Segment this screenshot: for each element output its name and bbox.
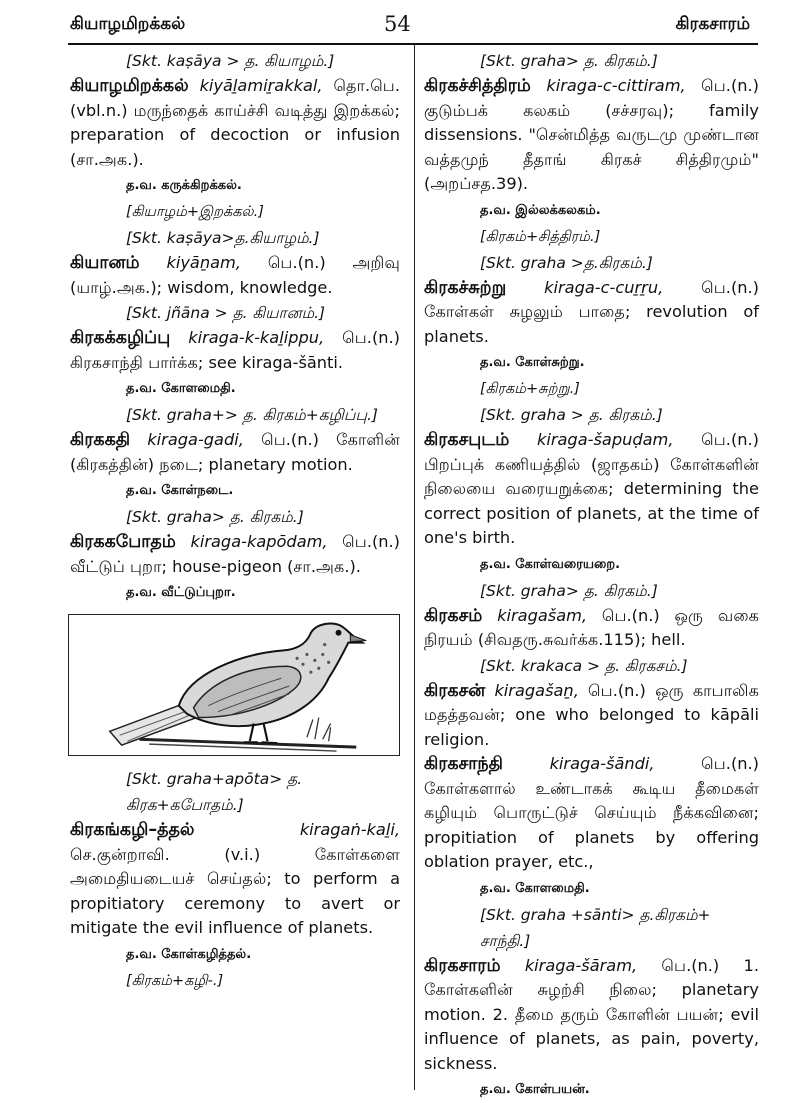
dictionary-entry xyxy=(70,251,400,300)
entry-headword: கிரகக்கழிப்பு xyxy=(70,328,171,348)
tamil-equivalent: த.வ. கோள்நடை. xyxy=(126,483,234,498)
entry-transliteration: kiragašam, xyxy=(497,605,588,625)
entry-definition: பெ.(n.) கிரகசாந்தி பார்க்க; see kiraga-šānti. xyxy=(70,328,400,372)
entry-transliteration: kiragašaṉ, xyxy=(494,680,579,700)
entry-definition: பெ.(n.) ஒரு காபாலிக மதத்தவன்; one who belonged to kāpāli religion. xyxy=(424,680,759,749)
sanskrit-etymology: [Skt. graha> த. கிரகம்.] xyxy=(480,581,658,600)
pigeon-illustration-icon xyxy=(69,615,399,755)
dictionary-entry xyxy=(424,428,759,551)
entry-headword: கியாழமிறக்கல் xyxy=(70,76,189,96)
entry-definition: செ.குன்றாவி. (v.i.) கோள்களை அமைதியடையச் செய்தல்; to perform a propitiatory ceremony to avert or mitigate the evil influence of planets. xyxy=(70,844,400,937)
column-divider xyxy=(414,45,415,1090)
header-guide-word-left: கியாழமிறக்கல் xyxy=(70,14,186,34)
entry-definition: தொ.பெ. (vbl.n.) மருந்தைக் காய்ச்சி வடித்து இறக்கல்; preparation of decoction or infusion (சா.அக.). xyxy=(70,76,400,169)
tamil-equivalent: த.வ. கோளமைதி. xyxy=(126,381,236,396)
dictionary-entry xyxy=(70,428,400,477)
sanskrit-etymology: [Skt. graha > த. கிரகம்.] xyxy=(480,406,663,424)
dictionary-entry xyxy=(70,74,400,172)
entry-headword: கிரகசாந்தி xyxy=(424,754,503,774)
sanskrit-etymology: [Skt. graha >த.கிரகம்.] xyxy=(480,253,653,272)
entry-definition: பெ.(n.) அறிவு (யாழ்.அக.); wisdom, knowledge. xyxy=(70,253,400,297)
tamil-equivalent: த.வ. கோளமைதி. xyxy=(480,880,590,896)
tamil-equivalent: த.வ. வீட்டுப்புறா. xyxy=(126,585,236,600)
entry-definition: பெ.(n.) 1. கோள்களின் சுழற்சி நிலை; planetary motion. 2. தீமை தரும் கோளின் பயன்; evil influence of planets, as pain, poverty, sickness. xyxy=(424,955,759,1073)
sanskrit-etymology: [Skt. jñāna > த. கியானம்.] xyxy=(126,304,326,322)
entry-transliteration: kiragaṅ-kaḻi, xyxy=(299,820,400,839)
tamil-equivalent: த.வ. கோள்வரையறை. xyxy=(480,556,621,572)
etymology-note: [கிரகம்+கழி-.] xyxy=(126,972,224,989)
sanskrit-etymology: [Skt. kaṣāya > த. கியாழம்.] xyxy=(126,52,335,70)
entry-headword: கியானம் xyxy=(70,253,140,273)
page-number: 54 xyxy=(384,12,411,36)
tamil-equivalent: த.வ. கோள்பயன். xyxy=(480,1082,590,1097)
dictionary-entry xyxy=(424,604,759,653)
sanskrit-etymology: [Skt. graha> த. கிரகம்.] xyxy=(480,52,658,70)
etymology-note: [கிரகம்+சுற்று.] xyxy=(480,381,580,397)
entry-headword: கிரகசம் xyxy=(424,605,483,626)
entry-headword: கிரகசன் xyxy=(424,680,486,701)
tamil-equivalent: த.வ. கோள்சுற்று. xyxy=(480,355,585,370)
left-column xyxy=(70,48,400,994)
entry-transliteration: kiraga-kapōdam, xyxy=(190,532,328,551)
etymology-note: [கிரகம்+சித்திரம்.] xyxy=(480,228,601,245)
entry-transliteration: kiyāṉam, xyxy=(166,253,241,272)
right-column xyxy=(424,48,759,1103)
entry-definition: பெ.(n.) ஒரு வகை நிரயம் (சிவதரு.சுவர்க்க.115); hell. xyxy=(424,605,759,649)
entry-headword: கிரகச்சுற்று xyxy=(424,277,507,298)
tamil-equivalent: த.வ. கோள்கழித்தல். xyxy=(126,946,252,962)
entry-transliteration: kiraga-gadi, xyxy=(147,430,244,449)
entry-definition: பெ.(n.) பிறப்புக் கணியத்தில் (ஜாதகம்) கோள்களின் நிலையை வரையறுக்கை; determining the correct position of planets, at the time of one's birth. xyxy=(424,430,759,547)
entry-headword: கிரகங்கழி–த்தல் xyxy=(70,820,195,840)
entry-transliteration: kiyāḻamiṟakkal, xyxy=(199,76,323,95)
entry-headword: கிரககபோதம் xyxy=(70,532,176,552)
entry-headword: கிரகசபுடம் xyxy=(424,430,510,450)
dictionary-entry xyxy=(424,679,759,753)
sanskrit-etymology: [Skt. graha+apōta> த. கிரக+கபோதம்.] xyxy=(126,770,303,814)
dictionary-entry xyxy=(70,530,400,579)
header-rule xyxy=(68,43,758,45)
dictionary-entry xyxy=(424,752,759,875)
dictionary-entry xyxy=(70,818,400,941)
dictionary-entry xyxy=(424,74,759,197)
entry-headword: கிரகச்சித்திரம் xyxy=(424,76,531,96)
dictionary-entry xyxy=(424,954,759,1077)
entry-transliteration: kiraga-c-cittiram, xyxy=(546,76,686,95)
header-guide-word-right: கிரகசாரம் xyxy=(675,14,750,34)
entry-definition: பெ.(n.) கோள்கள் சுழலும் பாதை; revolution of planets. xyxy=(424,277,759,346)
entry-transliteration: kiraga-šāram, xyxy=(524,955,638,975)
entry-transliteration: kiraga-šāndi, xyxy=(549,754,655,773)
pigeon-figure xyxy=(68,614,400,756)
sanskrit-etymology: [Skt. graha +sānti> த.கிரகம்+ சாந்தி.] xyxy=(480,905,711,950)
dictionary-entry xyxy=(424,276,759,350)
etymology-note: [கியாழம்+இறக்கல்.] xyxy=(126,204,264,220)
entry-definition: பெ.(n.) குடும்பக் கலகம் (சச்சரவு); family dissensions. "சென்மித்த வருடமு முண்டான வத்தமுந் தீதாங் கிரகச் சித்திரமும்" (அறப்சத.39). xyxy=(424,76,759,193)
entry-transliteration: kiraga-c-cuṟṟu, xyxy=(544,277,664,297)
sanskrit-etymology: [Skt. graha> த. கிரகம்.] xyxy=(126,508,304,526)
tamil-equivalent: த.வ. இல்லக்கலகம். xyxy=(480,202,601,218)
entry-definition: பெ.(n.) கோள்களால் உண்டாகக் கூடிய தீமைகள் கழியும் பொருட்டுச் செய்யும் நீக்கவினை; propitiation of planets by offering oblation prayer, etc., xyxy=(424,754,759,871)
dictionary-entry xyxy=(70,326,400,375)
entry-definition: பெ.(n.) கோளின் (கிரகத்தின்) நடை; planetary motion. xyxy=(70,430,400,474)
entry-headword: கிரககதி xyxy=(70,430,131,450)
tamil-equivalent: த.வ. கருக்கிறக்கல். xyxy=(126,178,242,193)
sanskrit-etymology: [Skt. kaṣāya>த.கியாழம்.] xyxy=(126,229,320,247)
entry-transliteration: kiraga-k-kaḻippu, xyxy=(188,328,325,347)
entry-transliteration: kiraga-šapuḍam, xyxy=(536,430,674,449)
entry-definition: பெ.(n.) வீட்டுப் புறா; house-pigeon (சா.அக.). xyxy=(70,532,400,576)
running-header xyxy=(0,0,800,48)
sanskrit-etymology: [Skt. graha+> த. கிரகம்+கழிப்பு.] xyxy=(126,406,378,424)
sanskrit-etymology: [Skt. krakaca > த. கிரகசம்.] xyxy=(480,656,688,675)
entry-headword: கிரகசாரம் xyxy=(424,955,501,976)
